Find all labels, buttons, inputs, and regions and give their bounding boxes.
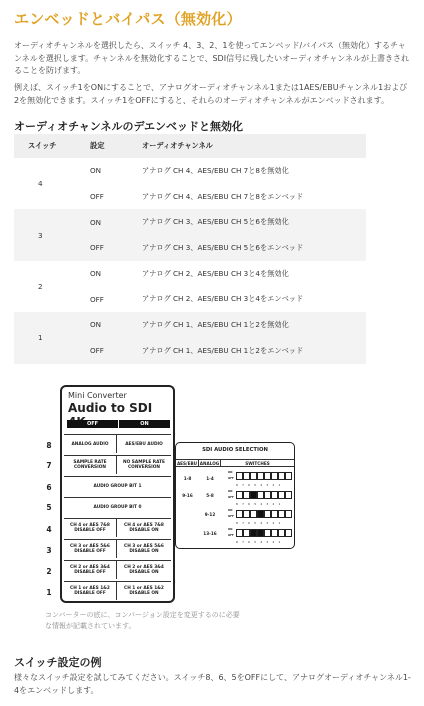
off-label: OFF [228, 496, 234, 499]
switch-label-5: 5 [46, 503, 52, 512]
analog-range: 13-16 [203, 531, 217, 536]
switch-pattern [228, 471, 292, 487]
diagram-caption: コンバーターの底に、コンバージョン設定を変更するのに必要な情報が記載されています。 [45, 611, 240, 630]
on-header: ON [119, 420, 170, 428]
switch-row-2 [64, 560, 171, 578]
off-label: OFF [228, 515, 234, 518]
switches-header: SWITCHES [221, 459, 294, 467]
switch-numbers: 87654321 [236, 540, 285, 544]
off-header: OFF [67, 420, 118, 428]
aes-range: 9-16 [182, 493, 193, 498]
brand-label: Mini Converter [68, 391, 127, 400]
on-label: CH 1 or AES 1&2 DISABLE ON [124, 586, 164, 596]
off-label: SAMPLE RATE CONVERSION [64, 456, 117, 474]
switch-numbers: 87654321 [236, 521, 285, 525]
example-heading: スイッチ設定の例 [14, 656, 102, 669]
on-label: CH 3 or AES 5&6 DISABLE ON [124, 544, 164, 554]
setting-value: OFF [90, 192, 104, 202]
dip-switch [271, 510, 278, 518]
on-label: AES/EBU AUDIO [125, 441, 163, 447]
switch-number: 3 [14, 209, 76, 260]
sdi-title: SDI AUDIO SELECTION [202, 447, 268, 453]
switch-row-5 [64, 497, 171, 515]
dip-switch [264, 510, 271, 518]
switch-pattern [228, 528, 292, 544]
switch-row-8 [64, 434, 171, 452]
setting-value: ON [76, 209, 128, 235]
off-label: CH 1 or AES 1&2 DISABLE OFF [64, 582, 117, 600]
col-header-channel: オーディオチャンネル [128, 134, 366, 158]
dip-switch [278, 472, 285, 480]
channel-value: アナログ CH 4、AES/EBU CH 7と8をエンベッド [142, 191, 304, 201]
dip-switch [285, 529, 292, 537]
dip-switch [285, 491, 292, 499]
page-title: エンベッドとバイパス（無効化） [14, 10, 242, 28]
dip-switch [278, 529, 285, 537]
setting-value: OFF [90, 294, 104, 304]
full-label: AUDIO GROUP BIT 0 [93, 504, 142, 510]
dip-switch [271, 491, 278, 499]
switch-label-1: 1 [46, 588, 52, 597]
table-row [14, 158, 366, 184]
switch-label-4: 4 [46, 525, 52, 534]
channel-value: アナログ CH 2、AES/EBU CH 3と4を無効化 [142, 268, 289, 278]
analog-range: 9-12 [204, 512, 216, 517]
table-row [14, 261, 366, 287]
switch-numbers: 87654321 [236, 502, 285, 506]
table-row [14, 312, 366, 338]
switch-row-6 [64, 476, 171, 494]
on-label: NO SAMPLE RATE CONVERSION [123, 460, 165, 470]
dip-switch [250, 529, 257, 537]
off-label: OFF [228, 477, 234, 480]
on-label: ON [228, 528, 233, 531]
dip-switch [243, 472, 250, 480]
setting-value: ON [76, 312, 128, 338]
switch-row-3 [64, 539, 171, 557]
aes-range: 1-8 [183, 476, 192, 481]
on-label: ON [228, 471, 233, 474]
full-label: AUDIO GROUP BIT 1 [93, 483, 142, 489]
switch-row-7 [64, 455, 171, 473]
model-label: Audio to SDI [68, 401, 153, 415]
col-header-switch: スイッチ [14, 134, 76, 158]
off-label: CH 2 or AES 3&4 DISABLE OFF [64, 561, 117, 579]
dip-switch [257, 472, 264, 480]
switch-label-3: 3 [46, 546, 52, 555]
dip-switch [264, 529, 271, 537]
switch-number: 1 [14, 312, 76, 363]
on-label: ON [228, 490, 233, 493]
setting-value: OFF [76, 338, 128, 364]
dip-switch [243, 510, 250, 518]
dip-switch [236, 491, 243, 499]
dip-switch [236, 510, 243, 518]
dip-switch [264, 472, 271, 480]
dip-switch [250, 491, 257, 499]
dip-switch [236, 472, 243, 480]
dip-switch [278, 510, 285, 518]
switch-numbers: 87654321 [236, 483, 285, 487]
dip-switch [271, 529, 278, 537]
switch-row-1 [64, 581, 171, 599]
switch-number: 2 [38, 281, 43, 291]
dip-switch [243, 529, 250, 537]
off-label: OFF [228, 534, 234, 537]
channel-value: アナログ CH 3、AES/EBU CH 5と6をエンベッド [128, 235, 366, 261]
switch-label-7: 7 [46, 461, 52, 470]
dip-switch [250, 472, 257, 480]
dip-switch [243, 491, 250, 499]
dip-switch [278, 491, 285, 499]
table-heading: オーディオチャンネルのデエンベッドと無効化 [14, 120, 244, 133]
converter-diagram [60, 385, 175, 603]
switch-number: 4 [38, 179, 43, 189]
dip-switch [285, 510, 292, 518]
setting-value: OFF [76, 235, 128, 261]
on-label: ON [228, 509, 233, 512]
dip-switch [250, 510, 257, 518]
switch-label-2: 2 [46, 567, 52, 576]
analog-range: 5-8 [206, 493, 214, 498]
col-header-setting: 設定 [76, 134, 128, 158]
dip-switch [271, 472, 278, 480]
example-paragraph: 例えば、スイッチ1をONにすることで、アナログオーディオチャンネル1または1AES/EBUチャンネル1および2を無効化できます。スイッチ1をOFFにすると、それらのオーディオチャンネルがエンベッドされます。 [14, 83, 408, 105]
channel-value: アナログ CH 3、AES/EBU CH 5と6を無効化 [128, 209, 366, 235]
intro-paragraph: オーディオチャンネルを選択したら、スイッチ 4、3、2、1を使ってエンベッド/バイパス（無効化）するチャンネルを選択します。チャンネルを無効化することで、SDI信号に残したいオーディオチャンネルが上書きされることを防げます。 [14, 41, 409, 75]
dip-switch [257, 529, 264, 537]
dip-switch [264, 491, 271, 499]
analog-range: 1-4 [206, 476, 214, 481]
dip-switch [257, 491, 264, 499]
switch-label-8: 8 [46, 441, 52, 450]
off-label: ANALOG AUDIO [64, 435, 117, 453]
table-row [14, 209, 366, 235]
on-label: CH 4 or AES 7&8 DISABLE ON [124, 523, 164, 533]
channel-value: アナログ CH 2、AES/EBU CH 3と4をエンベッド [142, 294, 304, 304]
dip-switch [257, 510, 264, 518]
channel-value: アナログ CH 1、AES/EBU CH 1と2をエンベッド [128, 338, 366, 364]
channel-value: アナログ CH 4、AES/EBU CH 7と8を無効化 [142, 165, 289, 175]
switch-label-6: 6 [46, 483, 52, 492]
off-label: CH 3 or AES 5&6 DISABLE OFF [64, 540, 117, 558]
aes-header: AES/EBU [176, 461, 198, 466]
dip-switch [236, 529, 243, 537]
channel-value: アナログ CH 1、AES/EBU CH 1と2を無効化 [128, 312, 366, 338]
switch-pattern [228, 509, 292, 525]
off-label: CH 4 or AES 7&8 DISABLE OFF [64, 519, 117, 537]
setting-value: ON [90, 269, 102, 279]
example-description: 様々なスイッチ設定を試してみてください。スイッチ8、6、5をOFFにして、アナログオーディオチャンネル1-4をエンベッドします。 [14, 673, 411, 695]
setting-value: ON [90, 166, 102, 176]
analog-header: ANALOG [199, 461, 220, 466]
switch-row-4 [64, 518, 171, 536]
switch-pattern [228, 490, 292, 506]
on-label: CH 2 or AES 3&4 DISABLE ON [124, 565, 164, 575]
settings-table [14, 134, 366, 364]
sdi-audio-selection-panel [175, 442, 295, 549]
dip-switch [285, 472, 292, 480]
